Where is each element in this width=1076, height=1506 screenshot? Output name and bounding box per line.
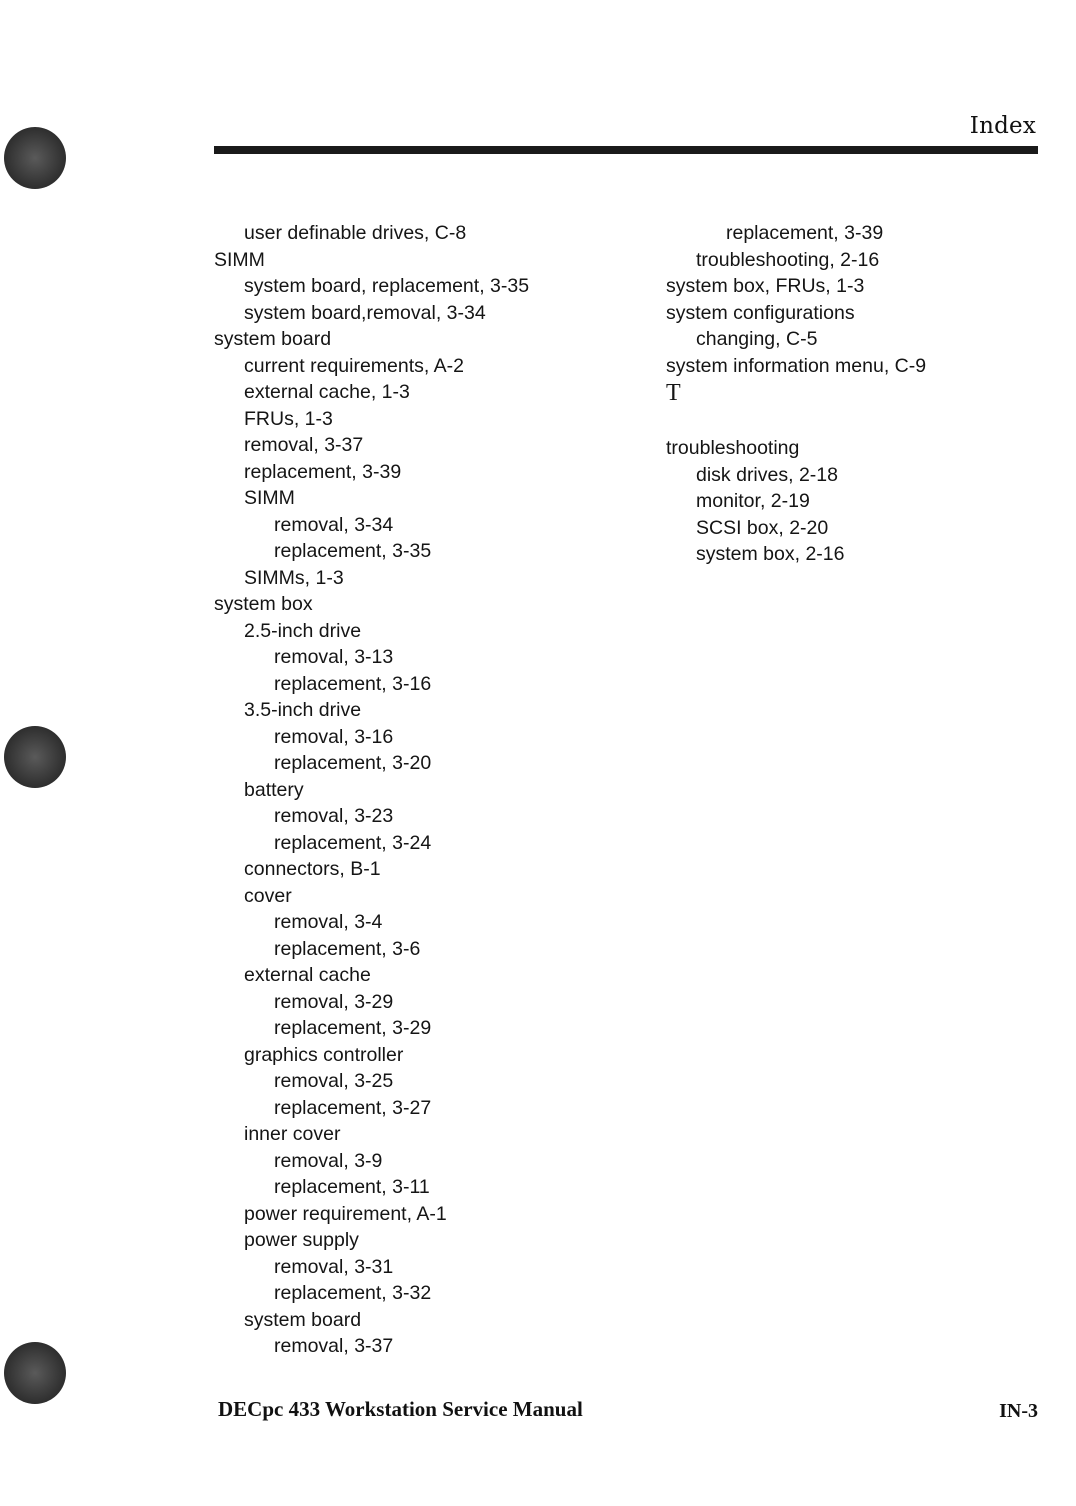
index-subentry: power requirement, A-1 [244,1202,447,1225]
index-subentry: 2.5-inch drive [244,619,362,642]
index-subentry: battery [244,778,304,801]
running-header-title: Index [969,113,1036,139]
index-section-letter: T [666,380,681,406]
index-subentry: current requirements, A-2 [244,354,465,377]
index-subentry: troubleshooting, 2-16 [696,248,880,271]
index-subentry: changing, C-5 [696,328,818,350]
index-subentry: connectors, B-1 [244,858,381,880]
index-subentry: SIMMs, 1-3 [244,566,344,589]
index-subentry: system box, 2-16 [696,543,845,565]
index-subentry: system board,removal, 3-34 [244,301,486,324]
index-subentry: FRUs, 1-3 [244,407,333,430]
index-subentry: system board, replacement, 3-35 [244,275,530,297]
punch-hole-top [4,127,66,189]
index-subentry: replacement, 3-27 [274,1096,432,1119]
index-subentry: SIMM [244,487,295,509]
index-subentry: replacement, 3-39 [726,222,884,244]
index-subentry: removal, 3-9 [274,1149,383,1172]
index-subentry: cover [244,884,292,907]
index-subentry: removal, 3-23 [274,805,394,827]
index-entry: system box, FRUs, 1-3 [666,275,865,297]
header-rule [214,146,1038,154]
index-subentry: SCSI box, 2-20 [696,516,829,539]
index-subentry: inner cover [244,1123,341,1145]
punch-hole-bottom [4,1342,66,1404]
punch-hole-middle [4,726,66,788]
index-subentry: replacement, 3-32 [274,1282,432,1304]
index-subentry: removal, 3-16 [274,725,394,748]
index-subentry: removal, 3-31 [274,1255,394,1278]
index-subentry: user definable drives, C-8 [244,222,467,244]
footer-manual-title: DECpc 433 Workstation Service Manual [218,1397,583,1421]
index-subentry: removal, 3-13 [274,646,394,668]
index-subentry: replacement, 3-11 [274,1176,430,1198]
index-entry: system information menu, C-9 [666,354,927,377]
index-subentry: monitor, 2-19 [696,490,810,512]
index-subentry: external cache, 1-3 [244,381,410,403]
index-subentry: removal, 3-25 [274,1070,394,1092]
index-subentry: replacement, 3-6 [274,937,421,960]
index-column-right [666,220,926,568]
index-entry: SIMM [214,248,265,271]
index-entry: troubleshooting [666,437,800,459]
index-subentry: removal, 3-34 [274,513,394,536]
index-entry: system box [214,593,313,615]
index-subentry: replacement, 3-16 [274,672,432,695]
index-subentry: replacement, 3-24 [274,831,432,854]
index-subentry: external cache [244,964,371,986]
index-subentry: power supply [244,1229,359,1251]
index-subentry: disk drives, 2-18 [696,463,838,486]
index-subentry: removal, 3-37 [274,1335,394,1357]
index-subentry: system board [244,1308,362,1331]
index-entry: system configurations [666,301,855,324]
index-subentry: replacement, 3-29 [274,1017,432,1039]
index-subentry: removal, 3-29 [274,990,394,1013]
index-subentry: removal, 3-4 [274,911,383,933]
footer-page-number: IN-3 [999,1400,1038,1422]
index-entry: system board [214,328,332,350]
index-subentry: graphics controller [244,1043,404,1066]
index-subentry: replacement, 3-39 [244,460,402,483]
index-subentry: replacement, 3-35 [274,540,432,562]
index-subentry: removal, 3-37 [244,434,364,456]
index-subentry: 3.5-inch drive [244,699,362,721]
index-column-left [214,220,529,1360]
index-subentry: replacement, 3-20 [274,752,432,774]
